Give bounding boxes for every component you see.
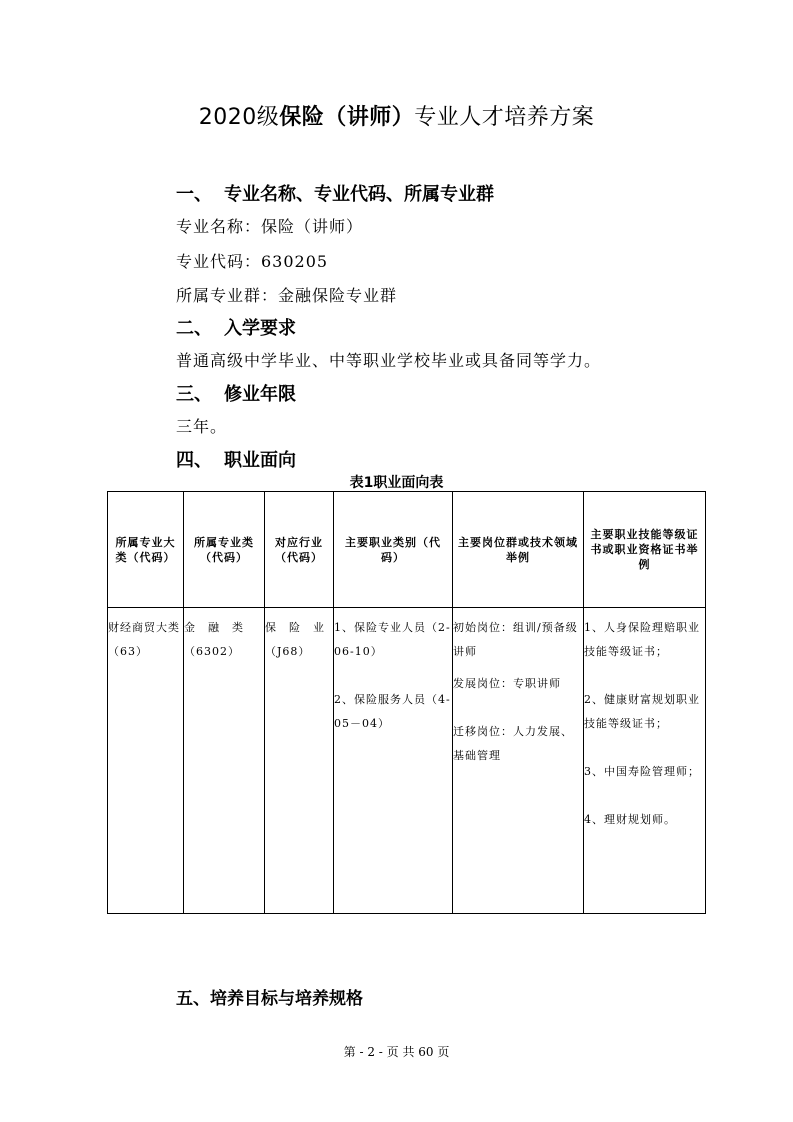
major-name-line: 专业名称：保险（讲师） [176,217,364,236]
cell-text: 1、人身保险理赔职业技能等级证书； [584,621,700,658]
cell-major-category [108,608,184,914]
section-1-heading [176,180,494,206]
cell-text: 保 险 业 [265,621,325,634]
title-prefix: 2020级 [198,105,280,130]
admission-text: 普通高级中学毕业、中等职业学校毕业或具备同等学力。 [176,351,602,370]
section-2-heading [176,314,296,340]
header-certificates: 主要职业技能等级证书或职业资格证书举例 [584,492,706,608]
cell-text: 发展岗位：专职讲师 [453,677,561,690]
major-code-line: 专业代码：630205 [176,252,329,271]
section-4-label: 职业面向 [224,450,296,471]
table-row [108,608,706,914]
cell-text: 初始岗位：组训/预备级讲师 [453,621,578,658]
cell-text: （6302） [184,645,240,658]
page-footer: 第 - 2 - 页 共 60 页 [343,1045,450,1059]
cell-text: 2、保险服务人员（4-05－04） [334,693,451,730]
header-major-class: 所属专业类（代码） [184,492,265,608]
major-group-line: 所属专业群：金融保险专业群 [176,286,398,305]
career-table [107,491,706,914]
cell-text: 1、保险专业人员（2-06-10） [334,621,451,658]
cell-text: 3、中国寿险管理师； [584,765,700,778]
cell-major-class [184,608,265,914]
section-1-number: 一、 [176,184,212,205]
header-industry: 对应行业（代码） [265,492,334,608]
section-3-heading [176,380,296,406]
header-occupation: 主要职业类别（代码） [334,492,453,608]
table-caption: 表1职业面向表 [349,475,444,491]
cell-industry [265,608,334,914]
section-1-label: 专业名称、专业代码、所属专业群 [224,184,494,205]
cell-text: 2、健康财富规划职业技能等级证书； [584,693,700,730]
duration-text: 三年。 [176,417,228,436]
document-title [0,100,793,131]
section-3-label: 修业年限 [224,384,296,405]
cell-text: 4、理财规划师。 [584,813,676,826]
title-suffix: 专业人才培养方案 [414,105,595,130]
section-3-number: 三、 [176,384,212,405]
cell-text: 财经商贸大类（63） [108,621,180,658]
header-major-category: 所属专业大类（代码） [108,492,184,608]
cell-text: （J68） [265,645,311,658]
cell-certificates [584,608,706,914]
table-header-row [108,492,706,608]
cell-positions [453,608,584,914]
section-4-heading [176,446,296,472]
cell-occupation [334,608,453,914]
section-2-number: 二、 [176,318,212,339]
cell-text: 金 融 类 [184,621,244,634]
header-positions: 主要岗位群或技术领域举例 [453,492,584,608]
cell-text: 迁移岗位：人力发展、基础管理 [453,725,573,762]
section-5-heading: 五、培养目标与培养规格 [176,989,363,1009]
title-bold: 保险（讲师） [279,105,415,130]
section-2-label: 入学要求 [224,318,296,339]
section-4-number: 四、 [176,450,212,471]
